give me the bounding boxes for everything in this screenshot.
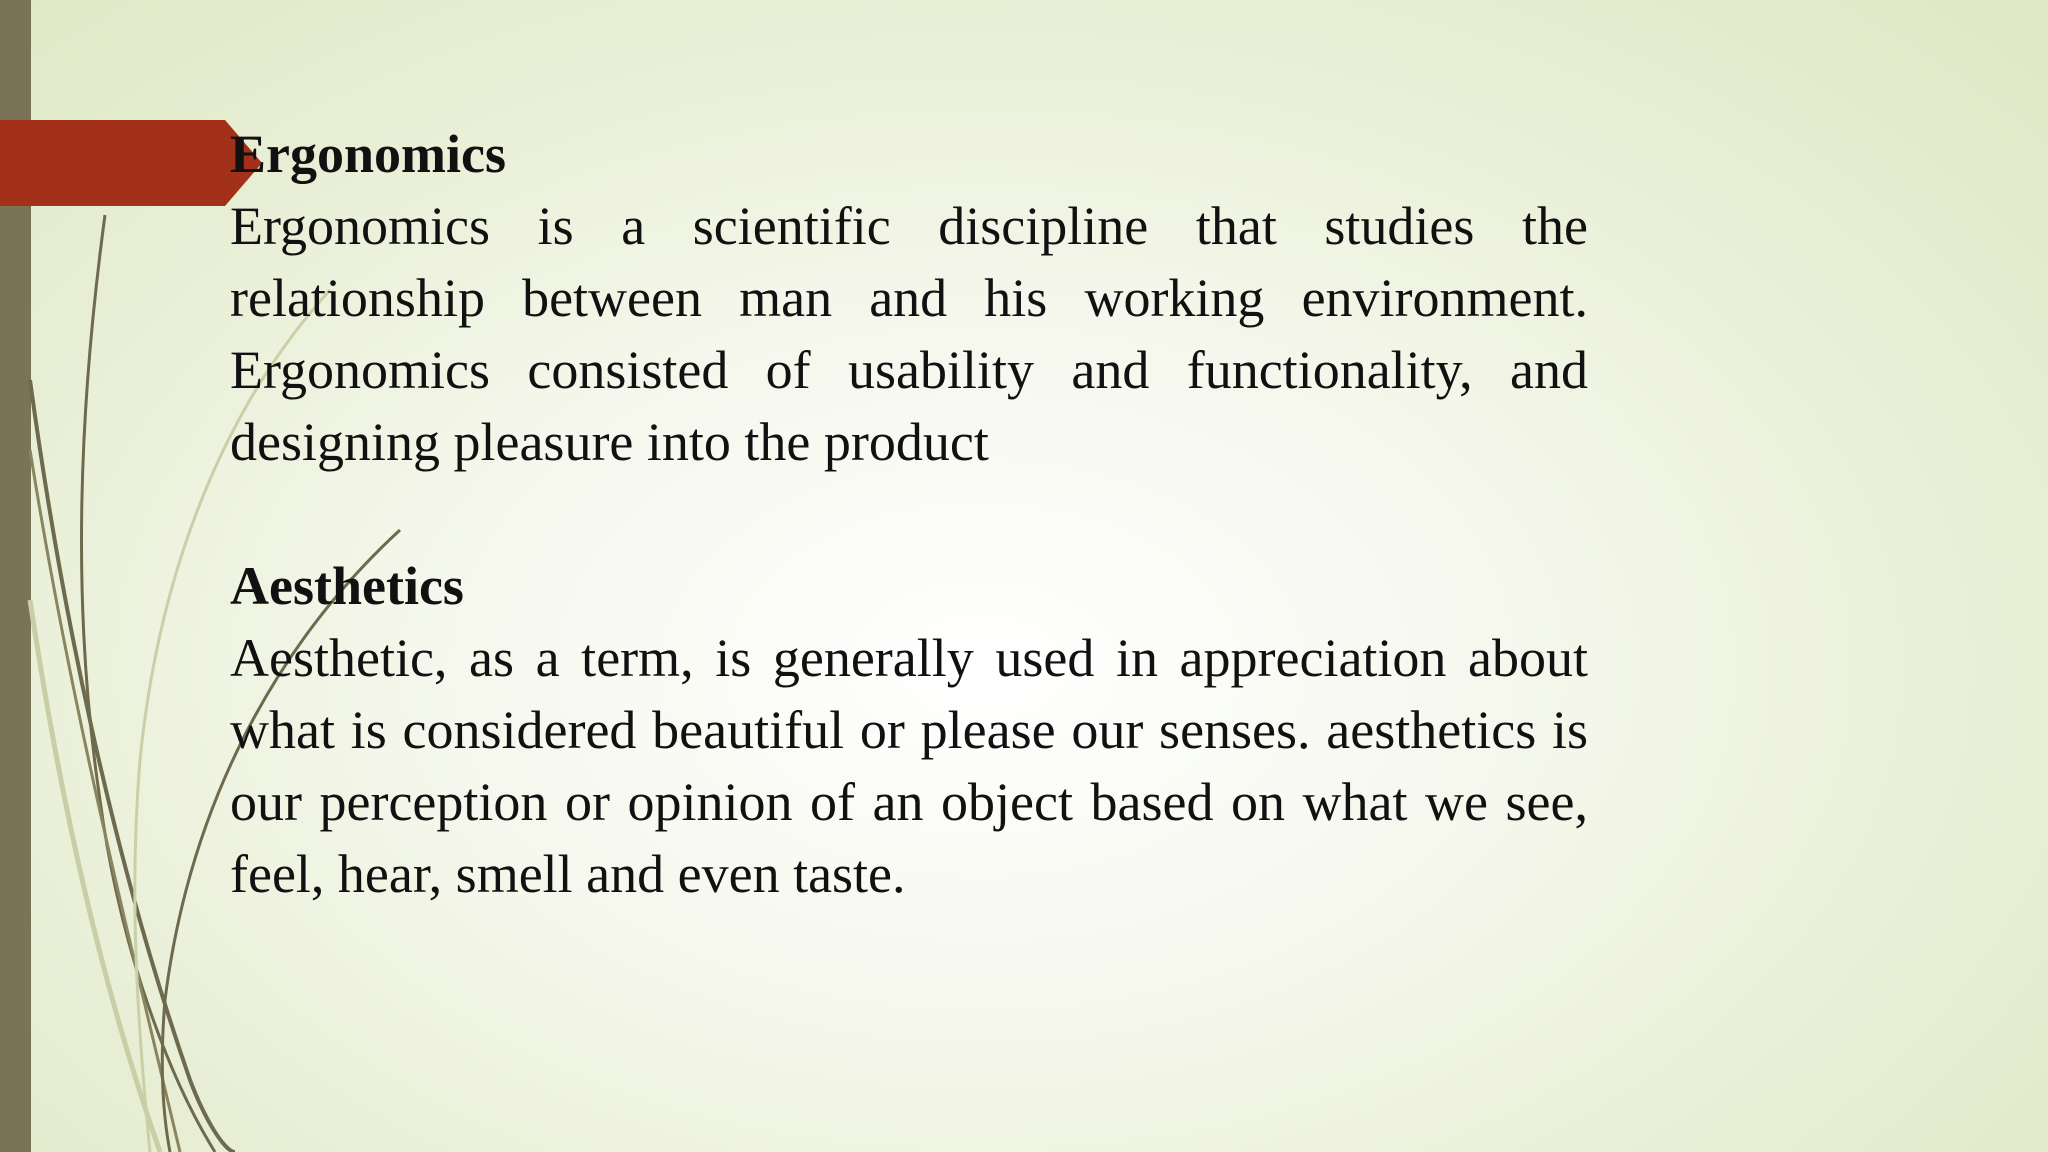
section-heading: Aesthetics <box>230 556 464 616</box>
section-spacer <box>230 478 1588 550</box>
section-ergonomics <box>230 118 1588 478</box>
section-body: Ergonomics is a scientific discipline that studies the relationship between man and his working environment. Ergonomics consisted of usability and functionality, and designing pleasure into the product <box>230 196 1588 472</box>
section-aesthetics <box>230 550 1588 910</box>
section-body: Aesthetic, as a term, is generally used in appreciation about what is considered beautiful or please our senses. aesthetics is our perception or opinion of an object based on what we see, feel, hear, smell and even taste. <box>230 628 1588 904</box>
content-area <box>230 118 1588 910</box>
title-accent-flag <box>0 120 262 206</box>
section-heading: Ergonomics <box>230 124 506 184</box>
